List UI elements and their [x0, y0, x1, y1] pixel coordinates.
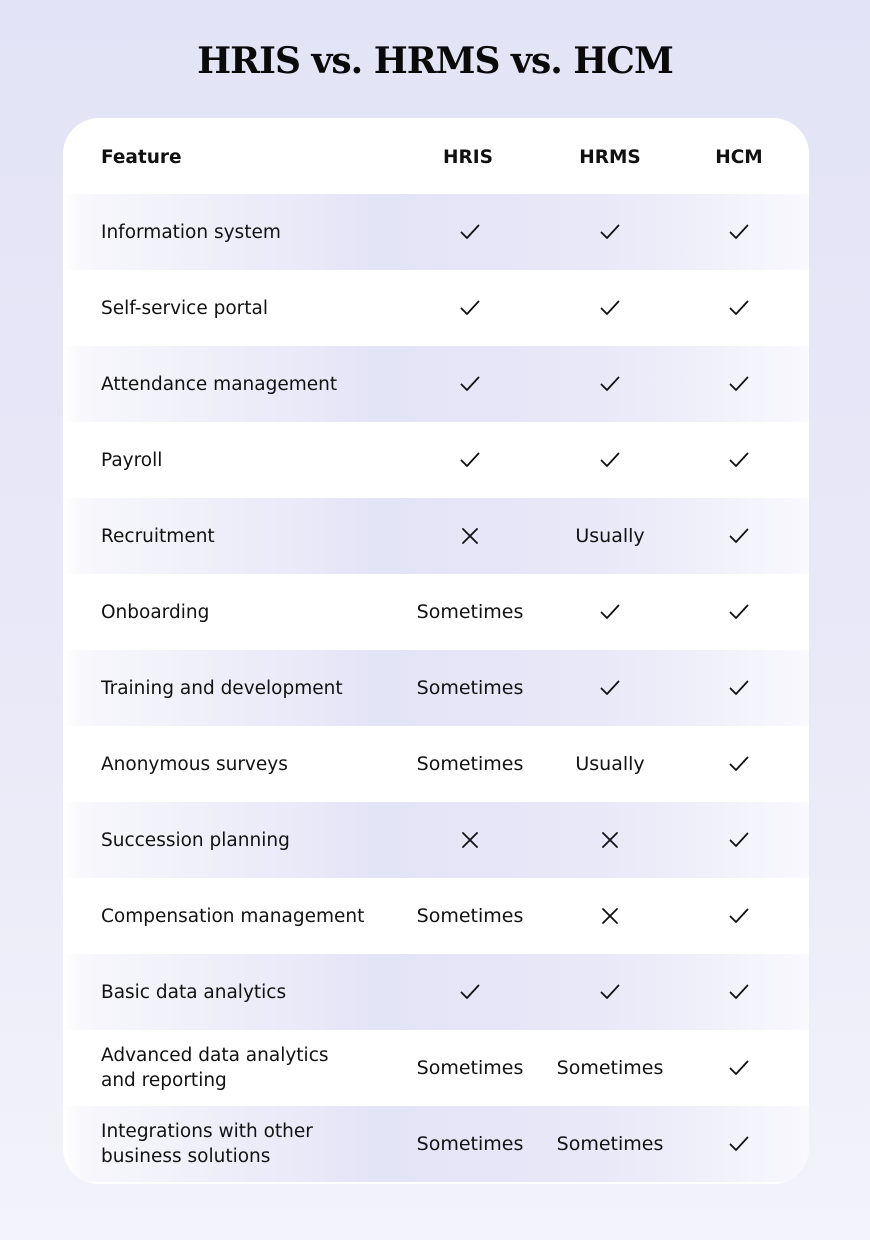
feature-name — [101, 802, 411, 878]
comparison-table — [63, 118, 809, 1184]
hcm-cell — [681, 422, 797, 498]
check-icon — [458, 296, 482, 320]
header-feature: Feature — [101, 147, 182, 168]
feature-name — [101, 346, 411, 422]
feature-name-line: business solutions — [101, 1146, 271, 1167]
check-icon — [727, 752, 751, 776]
hrms-cell — [539, 1106, 681, 1182]
check-icon — [598, 448, 622, 472]
check-icon — [458, 980, 482, 1004]
hcm-cell — [681, 726, 797, 802]
hris-cell — [401, 346, 539, 422]
page-title: HRIS vs. HRMS vs. HCM — [197, 40, 673, 82]
hrms-cell — [539, 422, 681, 498]
feature-name — [101, 1106, 411, 1182]
feature-name — [101, 574, 411, 650]
hrms-cell — [539, 954, 681, 1030]
hcm-cell — [681, 878, 797, 954]
feature-name-line: Payroll — [101, 449, 163, 471]
check-icon — [598, 220, 622, 244]
hris-cell — [401, 498, 539, 574]
hrms-cell — [539, 726, 681, 802]
hris-cell — [401, 422, 539, 498]
table-row — [63, 422, 809, 498]
check-icon — [598, 372, 622, 396]
cell-text: Sometimes — [416, 677, 524, 699]
table-row — [63, 346, 809, 422]
cell-text: Sometimes — [416, 1133, 524, 1155]
feature-name-line: Information system — [101, 221, 281, 243]
hrms-cell — [539, 802, 681, 878]
check-icon — [598, 600, 622, 624]
hcm-cell — [681, 1030, 797, 1106]
hrms-cell — [539, 574, 681, 650]
table-row — [63, 194, 809, 270]
feature-name-line: Recruitment — [101, 525, 215, 547]
hris-cell — [401, 878, 539, 954]
check-icon — [727, 448, 751, 472]
cell-text: Sometimes — [416, 601, 524, 623]
cross-icon — [458, 524, 482, 548]
check-icon — [727, 1132, 751, 1156]
feature-name — [101, 498, 411, 574]
feature-name — [101, 726, 411, 802]
table-row — [63, 1030, 809, 1106]
check-icon — [458, 220, 482, 244]
check-icon — [727, 600, 751, 624]
table-row — [63, 270, 809, 346]
feature-name-line: Basic data analytics — [101, 981, 287, 1003]
check-icon — [458, 448, 482, 472]
cross-icon — [598, 904, 622, 928]
hcm-cell — [681, 1106, 797, 1182]
table-row — [63, 498, 809, 574]
check-icon — [727, 372, 751, 396]
check-icon — [727, 980, 751, 1004]
hcm-cell — [681, 954, 797, 1030]
feature-name-line: Compensation management — [101, 905, 365, 927]
feature-name-line: Onboarding — [101, 601, 210, 623]
hcm-cell — [681, 346, 797, 422]
hrms-cell — [539, 498, 681, 574]
hcm-cell — [681, 650, 797, 726]
hrms-cell — [539, 194, 681, 270]
feature-name — [101, 194, 411, 270]
feature-name — [101, 878, 411, 954]
check-icon — [727, 904, 751, 928]
cell-text: Usually — [575, 753, 645, 775]
feature-name-line: Integrations with other — [101, 1121, 313, 1142]
check-icon — [598, 980, 622, 1004]
check-icon — [727, 220, 751, 244]
hcm-cell — [681, 194, 797, 270]
table-row — [63, 574, 809, 650]
table-row — [63, 878, 809, 954]
hris-cell — [401, 650, 539, 726]
feature-name-line: Succession planning — [101, 829, 290, 851]
hcm-cell — [681, 802, 797, 878]
feature-name — [101, 954, 411, 1030]
header-hcm: HCM — [715, 147, 763, 168]
check-icon — [598, 676, 622, 700]
header-hrms: HRMS — [579, 147, 641, 168]
check-icon — [727, 524, 751, 548]
cell-text: Sometimes — [416, 905, 524, 927]
feature-name-line: Anonymous surveys — [101, 753, 288, 775]
feature-name-line: Self-service portal — [101, 297, 268, 319]
hris-cell — [401, 1106, 539, 1182]
cell-text: Sometimes — [556, 1057, 664, 1079]
hris-cell — [401, 726, 539, 802]
hcm-cell — [681, 270, 797, 346]
check-icon — [727, 828, 751, 852]
table-row — [63, 726, 809, 802]
hcm-cell — [681, 498, 797, 574]
cell-text: Usually — [575, 525, 645, 547]
hris-cell — [401, 954, 539, 1030]
check-icon — [727, 1056, 751, 1080]
check-icon — [458, 372, 482, 396]
feature-name-line: Training and development — [101, 677, 343, 699]
hrms-cell — [539, 650, 681, 726]
hris-cell — [401, 1030, 539, 1106]
hris-cell — [401, 270, 539, 346]
feature-name-line: and reporting — [101, 1070, 227, 1091]
cross-icon — [598, 828, 622, 852]
cell-text: Sometimes — [556, 1133, 664, 1155]
cross-icon — [458, 828, 482, 852]
cell-text: Sometimes — [416, 753, 524, 775]
check-icon — [727, 676, 751, 700]
header-hris: HRIS — [443, 147, 493, 168]
hrms-cell — [539, 1030, 681, 1106]
cell-text: Sometimes — [416, 1057, 524, 1079]
feature-name — [101, 422, 411, 498]
hrms-cell — [539, 878, 681, 954]
table-row — [63, 650, 809, 726]
feature-name-line: Attendance management — [101, 373, 338, 395]
hcm-cell — [681, 574, 797, 650]
hris-cell — [401, 194, 539, 270]
feature-name-line: Advanced data analytics — [101, 1045, 329, 1066]
feature-name — [101, 650, 411, 726]
table-row — [63, 802, 809, 878]
hrms-cell — [539, 270, 681, 346]
hris-cell — [401, 802, 539, 878]
table-row — [63, 954, 809, 1030]
table-row — [63, 1106, 809, 1182]
table-header-row — [63, 118, 809, 194]
feature-name — [101, 1030, 411, 1106]
hris-cell — [401, 574, 539, 650]
feature-name — [101, 270, 411, 346]
check-icon — [598, 296, 622, 320]
check-icon — [727, 296, 751, 320]
hrms-cell — [539, 346, 681, 422]
